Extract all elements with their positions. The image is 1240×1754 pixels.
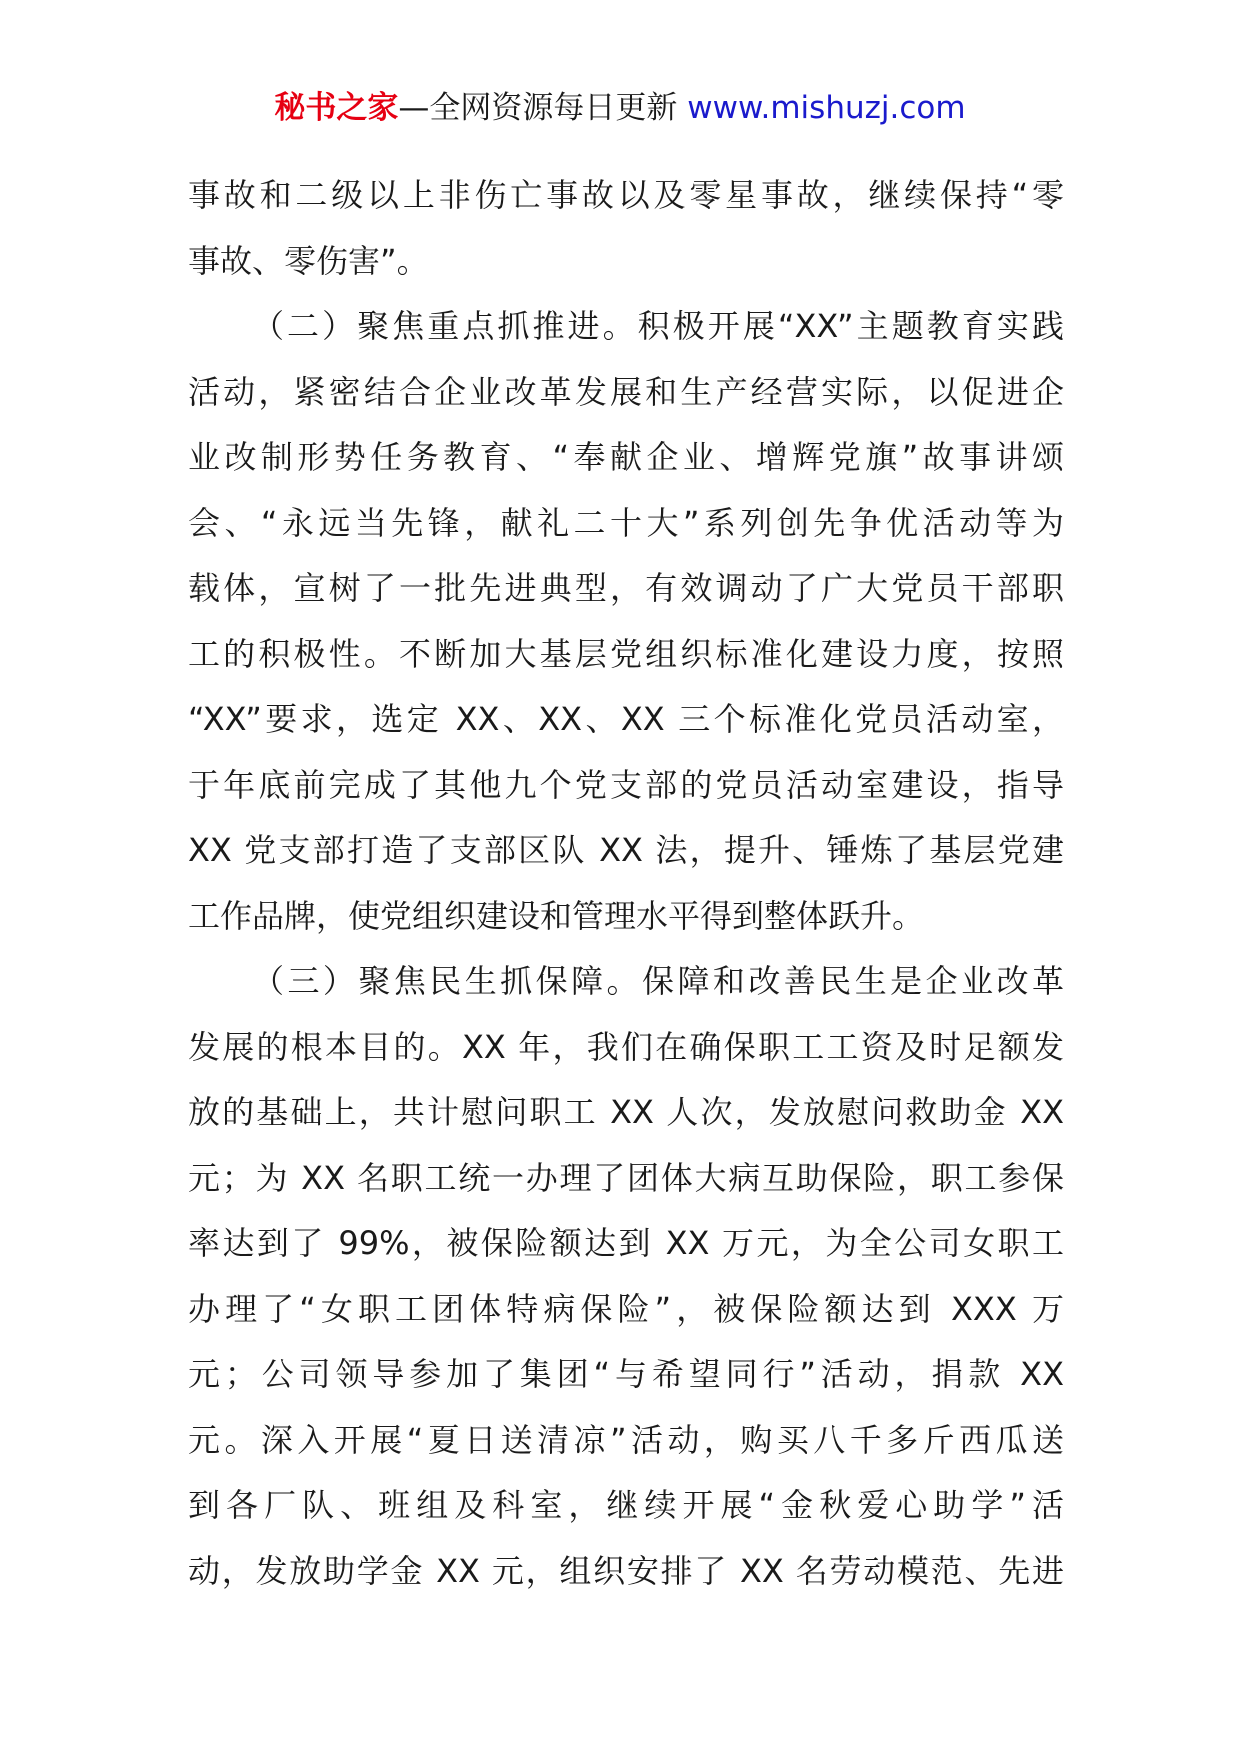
text-line: 会、“永远当先锋，献礼二十大”系列创先争优活动等为 [188, 503, 1064, 542]
text-line: 活动，紧密结合企业改革发展和生产经营实际，以促进企 [188, 372, 1064, 411]
text-line: 到各厂队、班组及科室，继续开展“金秋爱心助学”活 [188, 1486, 1064, 1524]
site-url-link[interactable]: www.mishuzj.com [687, 90, 966, 126]
text-line: 动，发放助学金 XX 元，组织安排了 XX 名劳动模范、先进 [188, 1551, 1064, 1590]
paragraph-first-line: （三）聚焦民生抓保障。保障和改善民生是企业改革 [252, 962, 1064, 1000]
text-line: 率达到了 99%，被保险额达到 XX 万元，为全公司女职工 [188, 1224, 1064, 1262]
text-line: XX 党支部打造了支部区队 XX 法，提升、锤炼了基层党建 [188, 831, 1064, 869]
text-line: 办理了“女职工团体特病保险”，被保险额达到 XXX 万 [188, 1289, 1064, 1328]
text-line: 业改制形势任务教育、“奉献企业、增辉党旗”故事讲颂 [188, 438, 1064, 476]
document-body [188, 163, 1064, 1604]
text-line: 事故、零伤害”。 [188, 241, 429, 280]
text-line: 元；公司领导参加了集团“与希望同行”活动，捐款 XX [188, 1355, 1064, 1393]
text-line: “XX”要求，选定 XX、XX、XX 三个标准化党员活动室， [188, 700, 1064, 738]
paragraph-first-line: （二）聚焦重点抓推进。积极开展“XX”主题教育实践 [252, 307, 1064, 345]
text-line: 元；为 XX 名职工统一办理了团体大病互助保险，职工参保 [188, 1158, 1064, 1197]
text-line: 元。深入开展“夏日送清凉”活动，购买八千多斤西瓜送 [188, 1420, 1064, 1459]
site-header [0, 88, 1240, 128]
text-line: 于年底前完成了其他九个党支部的党员活动室建设，指导 [188, 765, 1064, 804]
text-line: 发展的根本目的。XX 年，我们在确保职工工资及时足额发 [188, 1027, 1064, 1066]
site-brand: 秘书之家 [274, 90, 399, 126]
text-line: 载体，宣树了一批先进典型，有效调动了广大党员干部职 [188, 569, 1064, 607]
text-line: 工的积极性。不断加大基层党组织标准化建设力度，按照 [188, 634, 1064, 673]
text-line: 工作品牌，使党组织建设和管理水平得到整体跃升。 [188, 896, 925, 935]
site-tagline: —全网资源每日更新 [398, 90, 688, 126]
text-line: 事故和二级以上非伤亡事故以及零星事故，继续保持“零 [188, 176, 1064, 214]
text-line: 放的基础上，共计慰问职工 XX 人次，发放慰问救助金 XX [188, 1093, 1064, 1131]
